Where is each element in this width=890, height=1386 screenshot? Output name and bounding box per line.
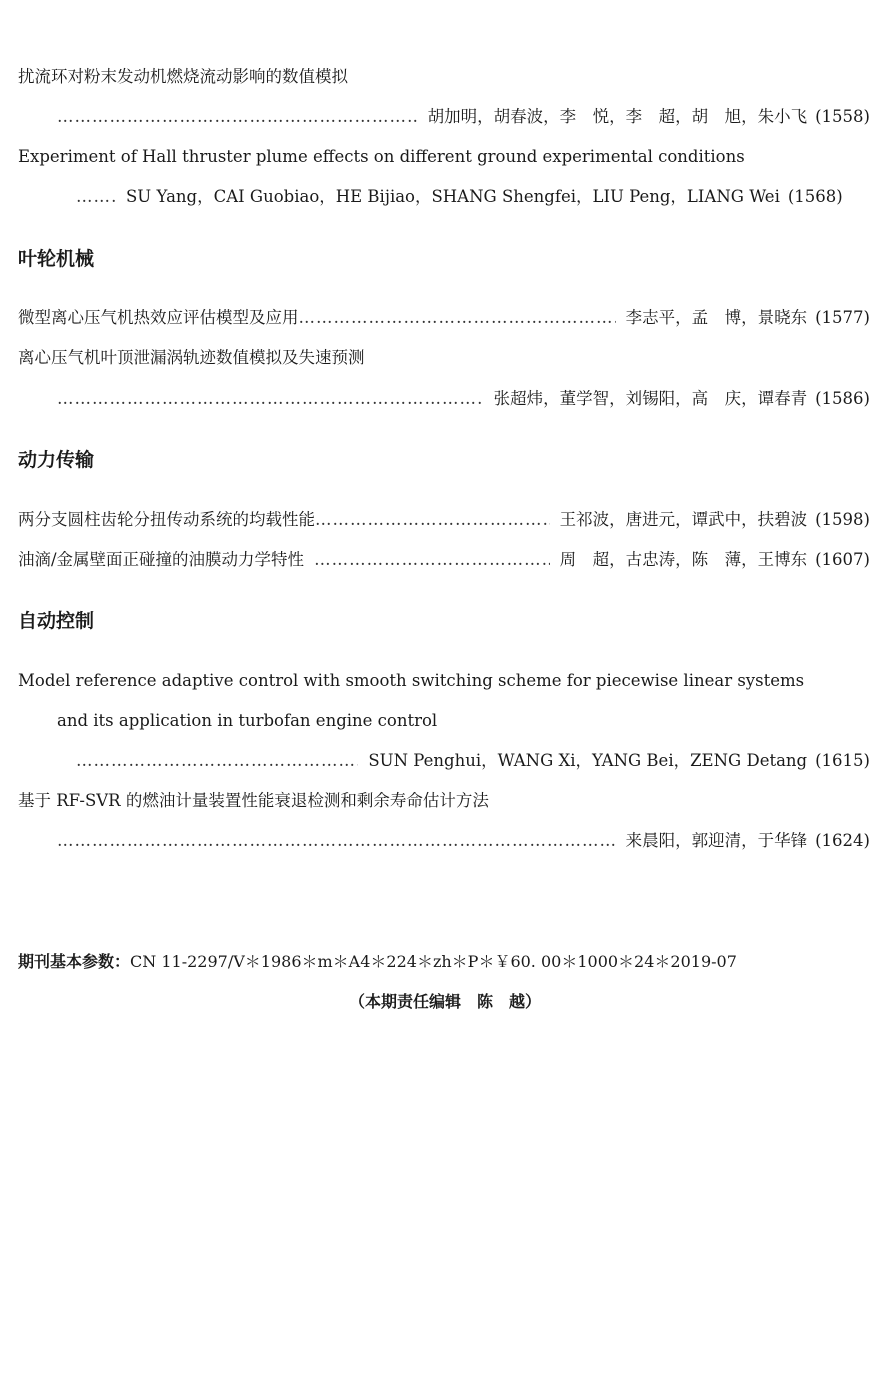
article-authors: SU Yang，CAI Guobiao，HE Bijiao，SHANG Shengfei，LIU Peng，LIANG Wei	[126, 187, 780, 206]
article-title-text: Experiment of Hall thruster plume effects on different ground experimental conditions	[18, 147, 745, 166]
article-authors: SUN Penghui，WANG Xi，YANG Bei，ZENG Detang	[368, 751, 808, 770]
article-title[interactable]	[18, 670, 870, 692]
article-title-text: 基于 RF-SVR 的燃油计量装置性能衰退检测和剩余寿命估计方法	[18, 791, 489, 810]
article-author-row	[76, 186, 870, 208]
article-page-ref[interactable]: (1598)	[815, 510, 870, 529]
article-title[interactable]	[18, 146, 870, 168]
leader-dots	[57, 106, 418, 128]
section-heading-control: 自动控制	[18, 610, 95, 632]
journal-parameters	[18, 951, 870, 973]
article-authors: 王祁波，唐进元，谭武中，扶碧波	[559, 510, 808, 529]
issue-editor: （本期责任编辑 陈 越）	[348, 992, 541, 1011]
article-page-ref[interactable]: (1558)	[815, 107, 870, 126]
journal-parameters-label: 期刊基本参数：	[18, 952, 131, 971]
article-title[interactable]	[18, 790, 870, 812]
article-row[interactable]	[18, 509, 870, 531]
journal-parameters-value: CN 11-2297/V＊1986＊m＊A4＊224＊zh＊P＊￥60. 00＊1000＊24＊2019-07	[130, 952, 737, 971]
article-row[interactable]	[18, 307, 870, 329]
article-page-ref[interactable]: (1577)	[815, 308, 870, 327]
article-title-text: 两分支圆柱齿轮分扭传动系统的均载性能	[18, 510, 315, 529]
article-authors: 来晨阳，郭迎清，于华锋	[625, 831, 808, 850]
leader-dots	[314, 549, 550, 571]
article-title-text: 扰流环对粉末发动机燃烧流动影响的数值模拟	[18, 67, 348, 86]
article-page-ref[interactable]: (1624)	[815, 831, 870, 850]
article-title[interactable]	[18, 66, 870, 88]
leader-dots	[299, 307, 616, 329]
leader-dots	[315, 509, 550, 531]
leader-dots	[57, 830, 616, 852]
article-title-text: and its application in turbofan engine control	[57, 711, 438, 730]
article-authors: 张超炜，董学智，刘锡阳，高 庆，谭春青	[493, 389, 808, 408]
article-authors: 李志平，孟 博，景晓东	[625, 308, 808, 327]
article-author-row	[57, 106, 870, 128]
article-page-ref[interactable]: (1615)	[815, 751, 870, 770]
article-author-row	[57, 830, 870, 852]
article-page-ref[interactable]: (1586)	[815, 389, 870, 408]
leader-dots	[76, 186, 116, 208]
article-author-row	[76, 750, 870, 772]
leader-dots	[57, 388, 484, 410]
section-heading-transmission: 动力传输	[18, 449, 95, 471]
article-authors: 胡加明，胡春波，李 悦，李 超，胡 旭，朱小飞	[427, 107, 808, 126]
article-row[interactable]	[18, 549, 870, 571]
article-title-text: 油滴/金属壁面正碰撞的油膜动力学特性	[18, 550, 305, 569]
article-author-row	[57, 388, 870, 410]
article-title[interactable]	[18, 347, 870, 369]
leader-dots	[76, 750, 358, 772]
article-title-text: 离心压气机叶顶泄漏涡轨迹数值模拟及失速预测	[18, 348, 365, 367]
article-title-text: Model reference adaptive control with smooth switching scheme for piecewise linear systems	[18, 671, 805, 690]
article-authors: 周 超，古忠涛，陈 薄，王博东	[559, 550, 808, 569]
article-title-continued[interactable]	[57, 710, 870, 732]
article-title-text: 微型离心压气机热效应评估模型及应用	[18, 308, 299, 327]
section-heading-impeller: 叶轮机械	[18, 248, 95, 270]
article-page-ref[interactable]: (1607)	[815, 550, 870, 569]
article-page-ref[interactable]: (1568)	[787, 187, 843, 206]
